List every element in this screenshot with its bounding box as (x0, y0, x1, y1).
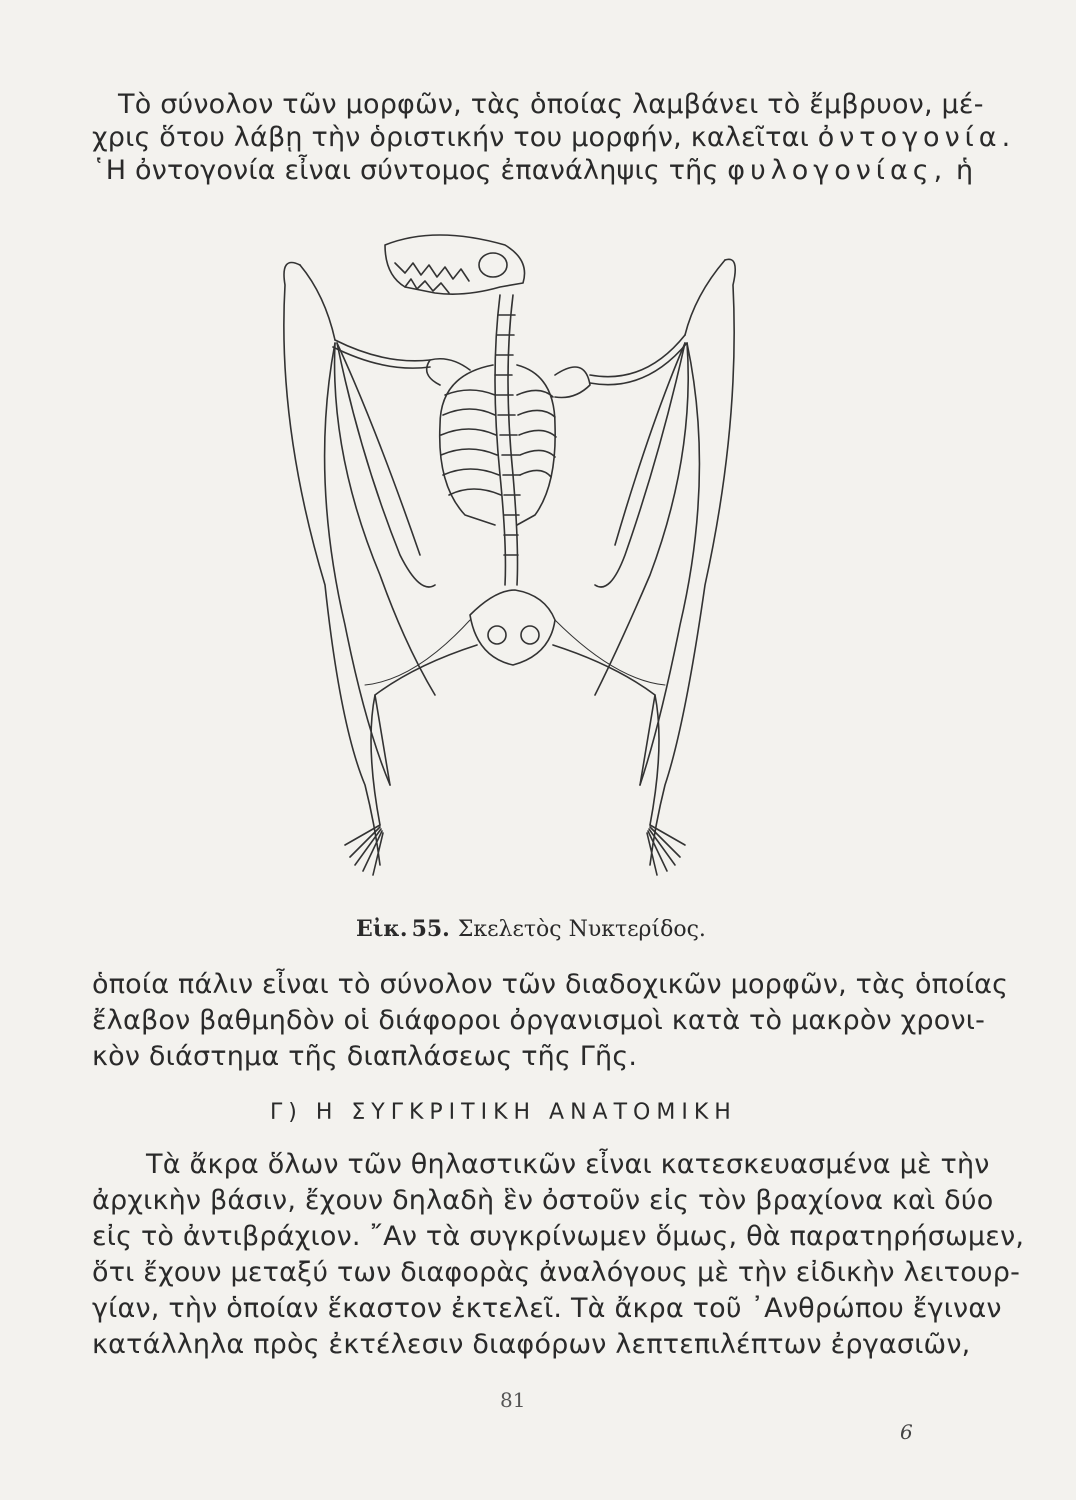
text-span: χρις ὅτου λάβῃ τὴν ὁριστικήν του μορφήν, καλεῖται (92, 122, 818, 153)
text-span: ἡ (947, 155, 974, 186)
text-line (92, 121, 1015, 155)
bat-skeleton-figure (255, 225, 765, 915)
text-line: Τὸ σύνολον τῶν μορφῶν, τὰς ὁποίας λαμβάνει τὸ ἔμβρυον, μέ- (118, 89, 984, 120)
term-ontogony: ὀντογονία. (817, 122, 1016, 153)
text-line: ἔλαβον βαθμηδὸν οἱ διάφοροι ὀργανισμοὶ κατὰ τὸ μακρὸν χρονι- (92, 1005, 986, 1036)
caption-text: Σκελετὸς Νυκτερίδος. (457, 917, 706, 942)
text-span: ῾Η ὀντογονία εἶναι σύντομος ἐπανάληψις τῆς (92, 155, 728, 186)
text-line: Τὰ ἄκρα ὅλων τῶν θηλαστικῶν εἶναι κατεσκευασμένα μὲ τὴν (146, 1149, 990, 1180)
caption-prefix: Εἰκ. (356, 916, 408, 942)
signature-mark: 6 (900, 1420, 913, 1444)
text-line (92, 154, 973, 188)
caption-number: 55. (411, 916, 450, 942)
text-line: εἰς τὸ ἀντιβράχιον. ῎Αν τὰ συγκρίνωμεν ὅμως, θὰ παρατηρήσωμεν, (92, 1221, 1025, 1252)
section-heading: Γ) Η ΣΥΓΚΡΙΤΙΚΗ ΑΝΑΤΟΜΙΚΗ (270, 1100, 737, 1125)
text-line: ὁποία πάλιν εἶναι τὸ σύνολον τῶν διαδοχικῶν μορφῶν, τὰς ὁποίας (92, 969, 1009, 1000)
text-line: γίαν, τὴν ὁποίαν ἕκαστον ἐκτελεῖ. Τὰ ἄκρα τοῦ ᾿Ανθρώπου ἔγιναν (92, 1293, 1002, 1324)
text-line: κατάλληλα πρὸς ἐκτέλεσιν διαφόρων λεπτεπιλέπτων ἐργασιῶν, (92, 1329, 971, 1360)
text-line: ἀρχικὴν βάσιν, ἔχουν δηλαδὴ ἓν ὀστοῦν εἰς τὸν βραχίονα καὶ δύο (92, 1185, 994, 1216)
figure-caption (356, 916, 706, 942)
text-line: κὸν διάστημα τῆς διαπλάσεως τῆς Γῆς. (92, 1041, 638, 1072)
bat-skeleton-illustration (255, 225, 765, 915)
page-number: 81 (500, 1388, 526, 1412)
text-line: ὅτι ἔχουν μεταξύ των διαφορὰς ἀναλόγους μὲ τὴν εἰδικὴν λειτουρ- (92, 1257, 1021, 1288)
term-phylogony: φυλογονίας, (727, 155, 948, 186)
